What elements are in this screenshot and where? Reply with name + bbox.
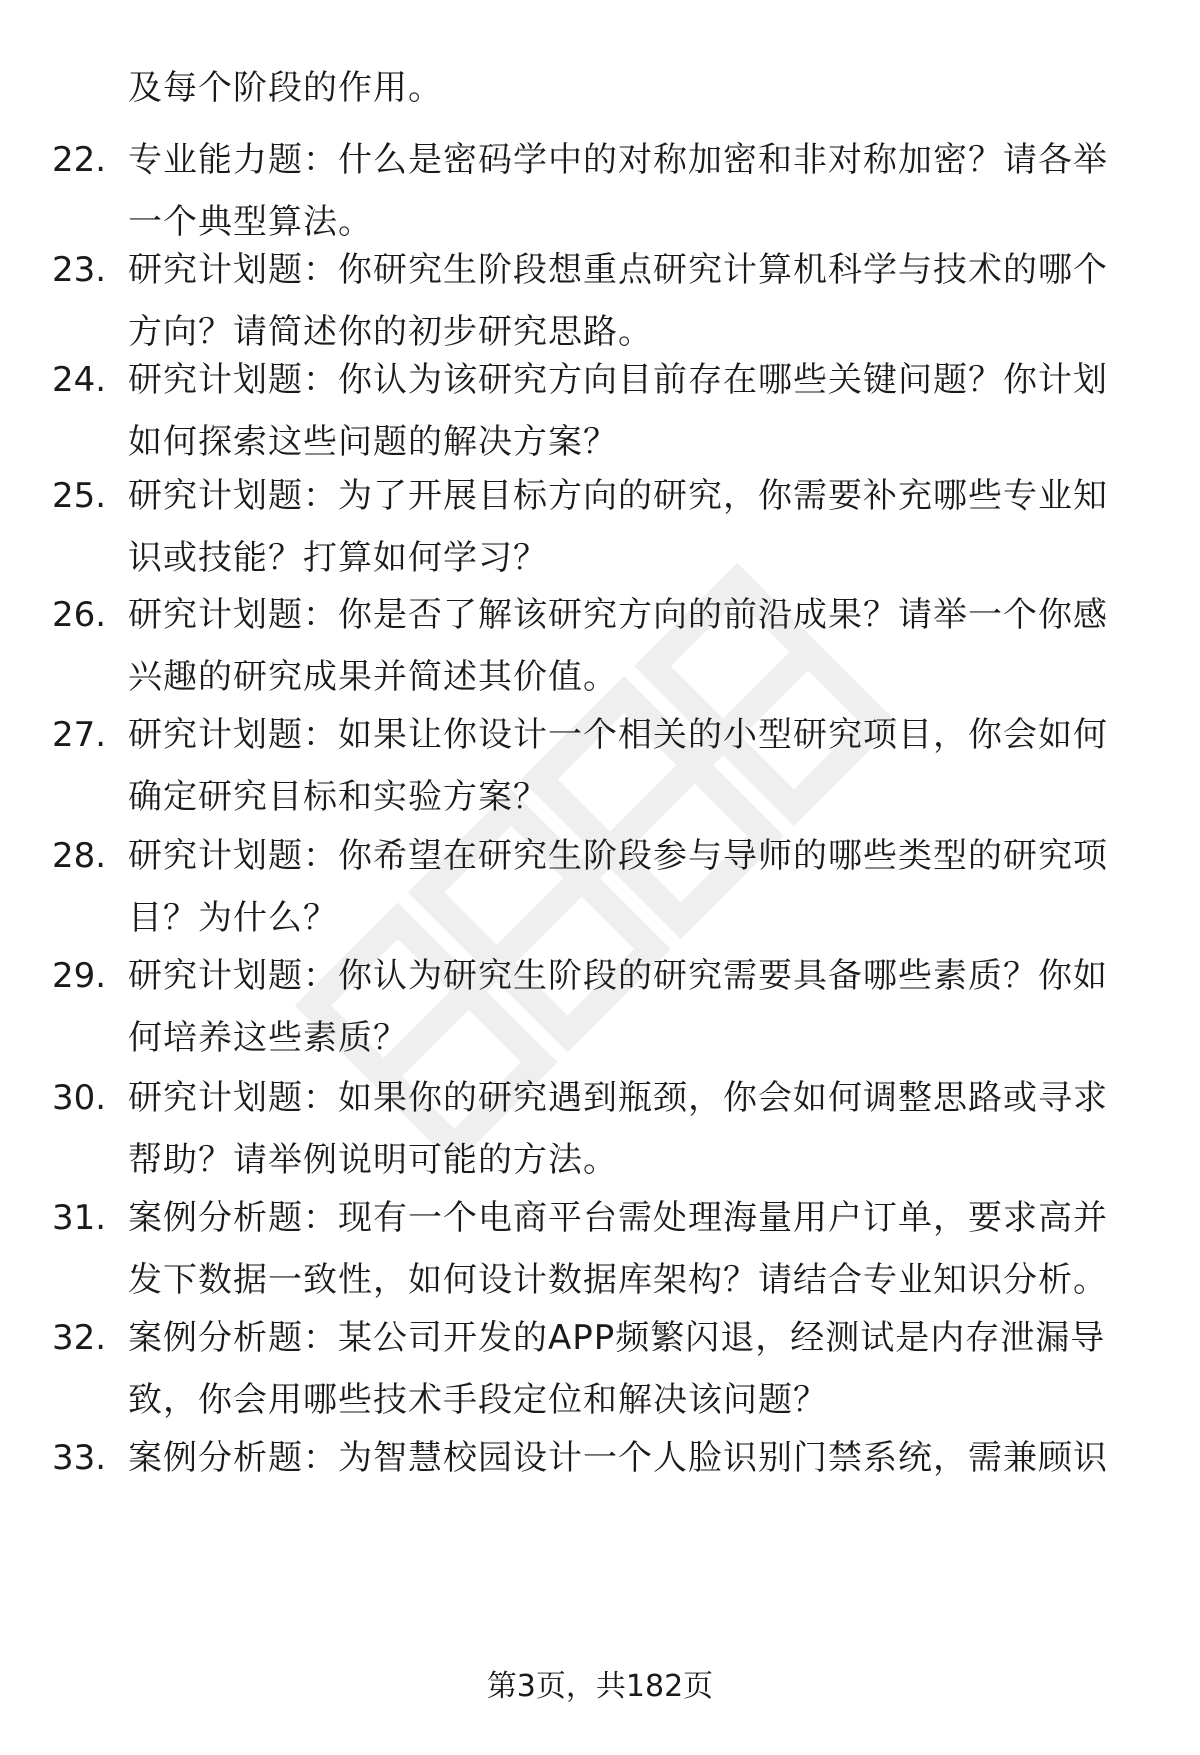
question-text-line: 目？为什么？ [128, 898, 338, 938]
question-text-line: 研究计划题：你是否了解该研究方向的前沿成果？请举一个你感 [128, 595, 1108, 635]
question-item [52, 1188, 1142, 1310]
question-number: 25. [52, 476, 107, 516]
question-text-line: 发下数据一致性，如何设计数据库架构？请结合专业知识分析。 [128, 1260, 1108, 1300]
question-text-line: 如何探索这些问题的解决方案？ [128, 422, 618, 462]
question-text-line: 方向？请简述你的初步研究思路。 [128, 312, 653, 352]
question-item [52, 826, 1142, 948]
question-text-line: 致，你会用哪些技术手段定位和解决该问题？ [128, 1380, 828, 1420]
question-text-line: 案例分析题：某公司开发的APP频繁闪退，经测试是内存泄漏导 [128, 1318, 1106, 1358]
question-text-line: 确定研究目标和实验方案？ [128, 777, 548, 817]
question-text-line: 案例分析题：现有一个电商平台需处理海量用户订单，要求高并 [128, 1198, 1108, 1238]
question-number: 27. [52, 715, 107, 755]
question-item [52, 1428, 1142, 1550]
question-number: 30. [52, 1078, 107, 1118]
question-number: 32. [52, 1318, 107, 1358]
question-number: 24. [52, 360, 107, 400]
question-number: 28. [52, 836, 107, 876]
question-text-line: 研究计划题：你希望在研究生阶段参与导师的哪些类型的研究项 [128, 836, 1108, 876]
question-text-line: 研究计划题：你研究生阶段想重点研究计算机科学与技术的哪个 [128, 250, 1108, 290]
question-item [52, 705, 1142, 827]
question-item [52, 1308, 1142, 1430]
question-text-line: 一个典型算法。 [128, 202, 373, 242]
question-item [52, 585, 1142, 707]
question-item [52, 946, 1142, 1068]
question-number: 26. [52, 595, 107, 635]
question-text-line: 研究计划题：如果让你设计一个相关的小型研究项目，你会如何 [128, 715, 1108, 755]
question-item [52, 240, 1142, 362]
question-item [52, 130, 1142, 252]
question-item [52, 466, 1142, 588]
question-text-line: 研究计划题：如果你的研究遇到瓶颈，你会如何调整思路或寻求 [128, 1078, 1108, 1118]
question-number: 22. [52, 140, 107, 180]
page-footer: 第3页，共182页 [486, 1669, 714, 1704]
continuation-text: 及每个阶段的作用。 [128, 68, 443, 108]
question-text-line: 专业能力题：什么是密码学中的对称加密和非对称加密？请各举 [128, 140, 1108, 180]
question-text-line: 研究计划题：为了开展目标方向的研究，你需要补充哪些专业知 [128, 476, 1108, 516]
question-text-line: 案例分析题：为智慧校园设计一个人脸识别门禁系统，需兼顾识 [128, 1438, 1108, 1478]
question-item [52, 350, 1142, 472]
question-text-line: 研究计划题：你认为该研究方向目前存在哪些关键问题？你计划 [128, 360, 1108, 400]
question-text-line: 识或技能？打算如何学习？ [128, 538, 548, 578]
question-text-line: 研究计划题：你认为研究生阶段的研究需要具备哪些素质？你如 [128, 956, 1108, 996]
question-text-line: 何培养这些素质？ [128, 1018, 408, 1058]
question-text-line: 帮助？请举例说明可能的方法。 [128, 1140, 618, 1180]
question-number: 23. [52, 250, 107, 290]
question-text-line: 兴趣的研究成果并简述其价值。 [128, 657, 618, 697]
question-number: 33. [52, 1438, 107, 1478]
question-number: 29. [52, 956, 107, 996]
question-number: 31. [52, 1198, 107, 1238]
question-item [52, 1068, 1142, 1190]
